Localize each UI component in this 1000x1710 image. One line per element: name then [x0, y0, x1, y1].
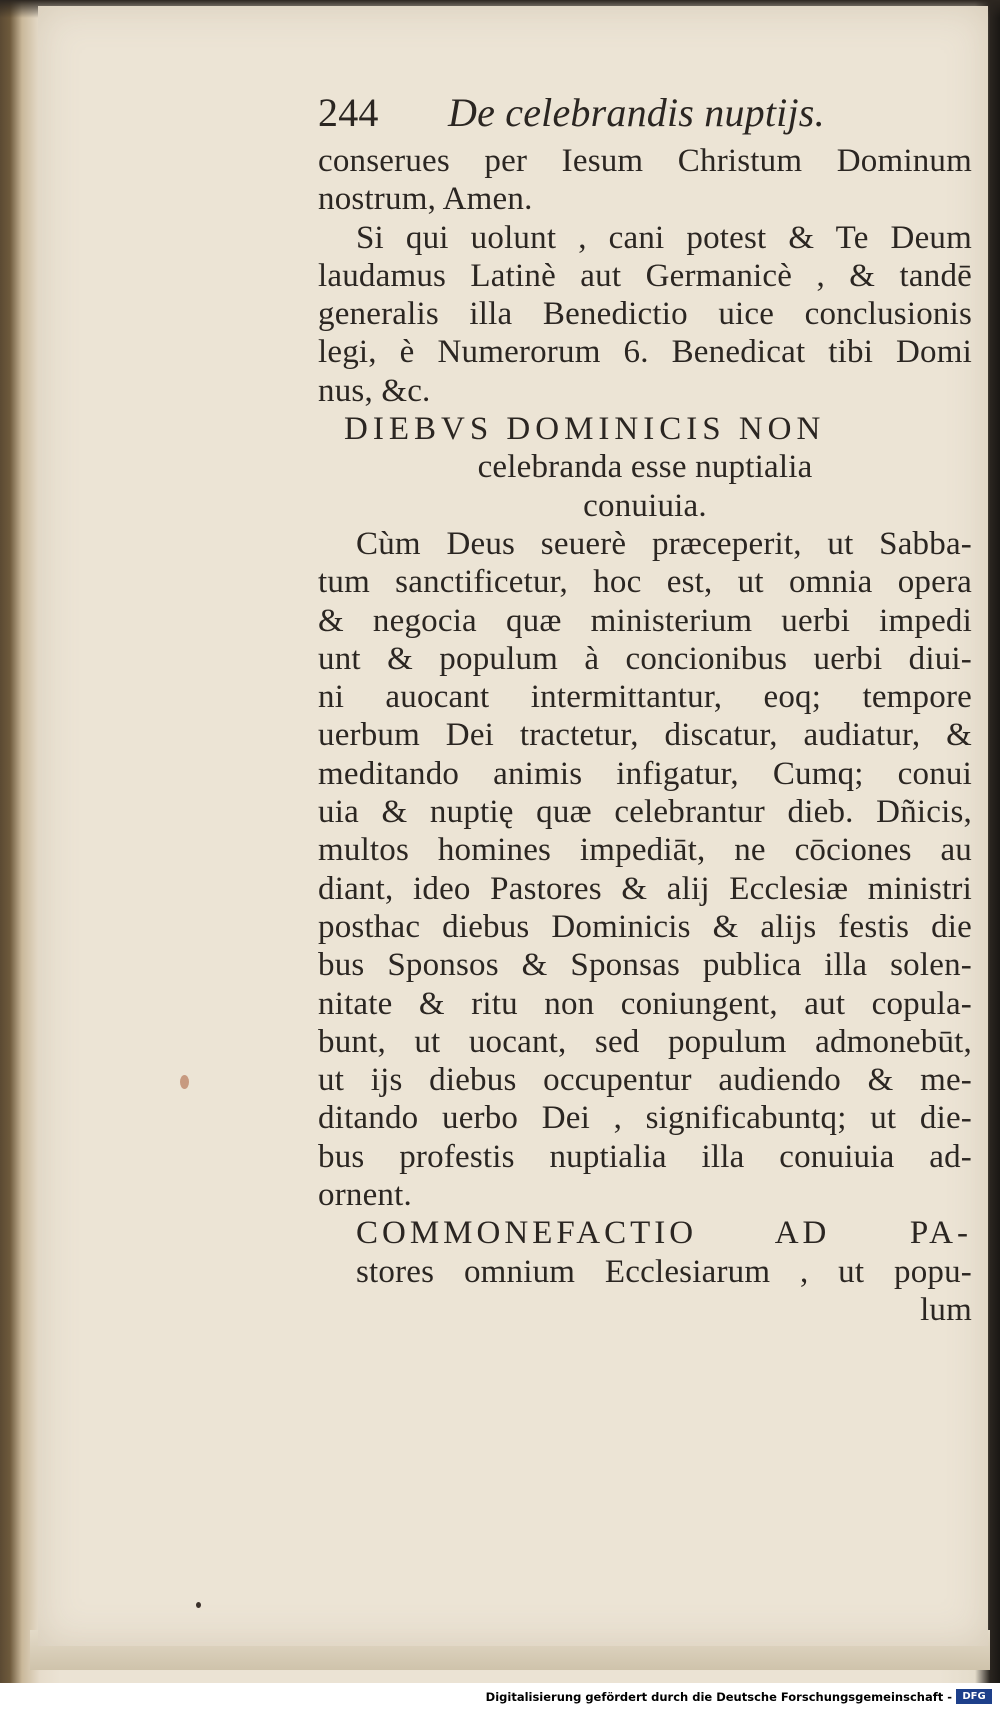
running-head	[318, 88, 972, 138]
text-line: uia & nuptię quæ celebrantur dieb. Dñicis,	[318, 794, 972, 831]
text-line: laudamus Latinè aut Germanicè , & tandē	[318, 257, 972, 294]
section-heading: COMMONEFACTIO AD PA-	[356, 1215, 972, 1252]
text-line: posthac diebus Dominicis & alijs festis die	[318, 908, 972, 945]
text-line: nostrum, Amen.	[318, 181, 533, 218]
text-line: Si qui uolunt , cani potest & Te Deum	[356, 219, 972, 256]
section-heading: stores omnium Ecclesiarum , ut popu-	[356, 1253, 972, 1290]
text-line: bus profestis nuptialia illa conuiuia ad-	[318, 1138, 972, 1175]
dfg-logo: DFG	[956, 1689, 992, 1704]
text-line: bus Sponsos & Sponsas publica illa solen-	[318, 947, 972, 984]
text-line: diant, ideo Pastores & alij Ecclesiæ ministri	[318, 870, 972, 907]
text-line: ornent.	[318, 1177, 412, 1214]
text-line: ni auocant intermittantur, eoq; tempore	[318, 679, 972, 716]
text-line: multos homines impediāt, ne cōciones au	[318, 832, 972, 869]
text-line: nus, &c.	[318, 372, 431, 409]
section-heading: celebranda esse nuptialia	[477, 449, 813, 486]
text-line: tum sanctificetur, hoc est, ut omnia opera	[318, 564, 972, 601]
text-line: meditando animis infigatur, Cumq; conui	[318, 755, 972, 792]
catchword: lum	[920, 1291, 972, 1328]
section-heading: conuiuia.	[583, 487, 707, 524]
page-text	[318, 88, 972, 1329]
text-line: nitate & ritu non coniungent, aut copula-	[318, 985, 972, 1022]
digitization-footer	[0, 1683, 1000, 1710]
text-line: legi, è Numerorum 6. Benedicat tibi Domi	[318, 334, 972, 371]
text-line: conserues per Iesum Christum Dominum	[318, 143, 972, 179]
text-line: unt & populum à concionibus uerbi diui-	[318, 640, 972, 677]
ink-spot	[196, 1602, 201, 1608]
section-heading: DIEBVS DOMINICIS NON	[344, 411, 826, 448]
text-line: uerbum Dei tractetur, discatur, audiatur, &	[318, 717, 972, 754]
text-line: bunt, ut uocant, sed populum admonebūt,	[318, 1023, 972, 1060]
footer-credit: Digitalisierung gefördert durch die Deutsche Forschungsgemeinschaft -	[485, 1690, 952, 1704]
text-line: Cùm Deus seuerè præceperit, ut Sabba-	[356, 525, 972, 562]
ink-spot	[180, 1075, 189, 1089]
text-line: & negocia quæ ministerium uerbi impedi	[318, 602, 972, 639]
text-line: ut ijs diebus occupentur audiendo & me-	[318, 1062, 972, 1099]
text-line: ditando uerbo Dei , significabuntq; ut die-	[318, 1100, 972, 1137]
running-head-title: De celebrandis nuptijs.	[448, 90, 825, 135]
page-number: 244	[318, 90, 379, 135]
text-line: generalis illa Benedictio uice conclusionis	[318, 296, 972, 333]
